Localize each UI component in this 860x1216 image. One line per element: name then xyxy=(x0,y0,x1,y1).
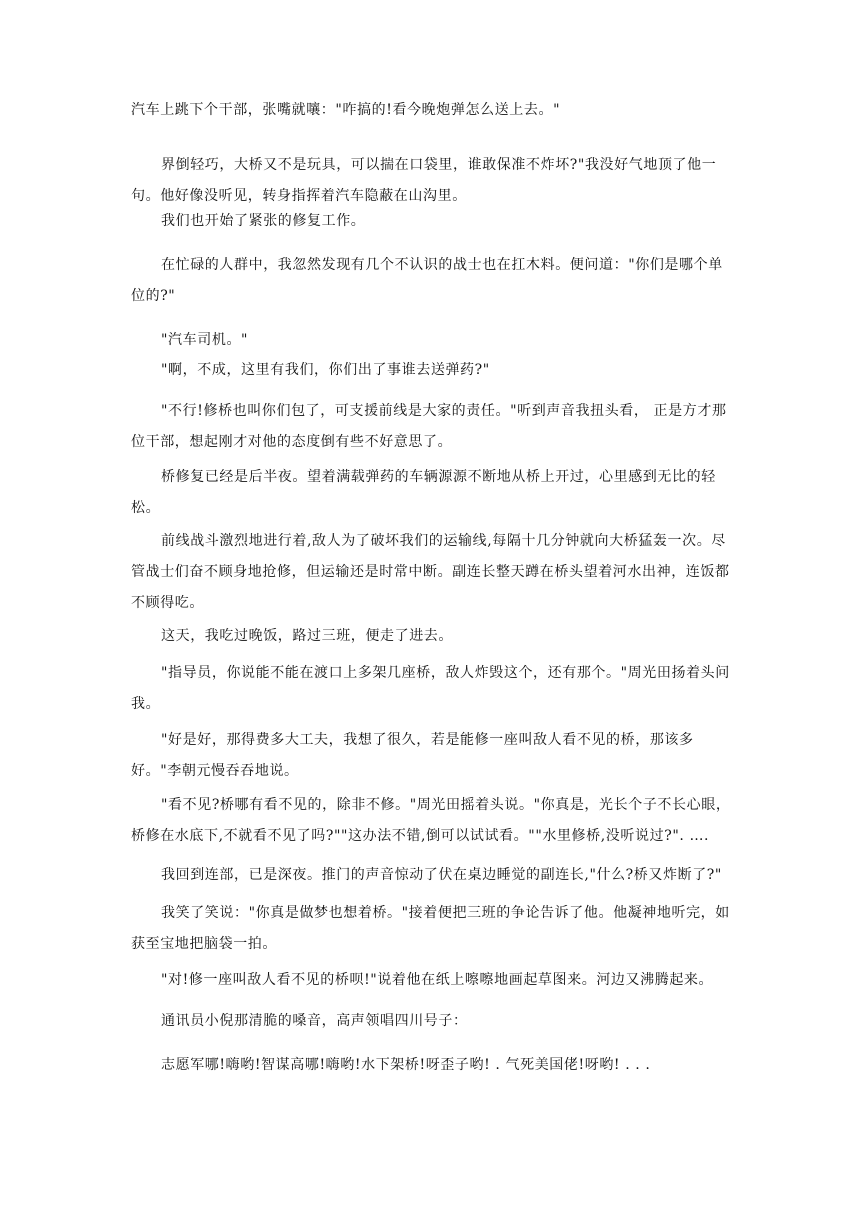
paragraph: "指导员，你说能不能在渡口上多架几座桥，敌人炸毁这个，还有那个。"周光田扬着头问我。 xyxy=(131,665,730,712)
paragraph: 界倒轻巧，大桥又不是玩具，可以揣在口袋里，谁敢保准不炸坏?"我没好气地顶了他一句。他好像没听见，转身指挥着汽车隐蔽在山沟里。 xyxy=(131,157,717,204)
paragraph: "汽车司机。" xyxy=(161,332,249,348)
paragraph: 通讯员小倪那清脆的嗓音，高声领唱四川号子： xyxy=(161,1013,468,1029)
paragraph: 汽车上跳下个干部，张嘴就嚷："咋搞的!看今晚炮弹怎么送上去。" xyxy=(131,102,561,118)
paragraph: "不行!修桥也叫你们包了，可支援前线是大家的责任。"听到声音我扭头看， 正是方才那位干部，想起刚才对他的态度倒有些不好意思了。 xyxy=(131,403,727,450)
paragraph: 这天，我吃过晚饭，路过三班，便走了进去。 xyxy=(161,628,453,644)
paragraph: 志愿军哪!嗨哟!智谋高哪!嗨哟!水下架桥!呀歪子哟! . 气死美国佬!呀哟! . . . xyxy=(161,1057,651,1073)
paragraph: 我回到连部，已是深夜。推门的声音惊动了伏在桌边睡觉的副连长,"什么?桥又炸断了?" xyxy=(161,867,722,883)
paragraph: "好是好，那得费多大工夫，我想了很久，若是能修一座叫敌人看不见的桥，那该多好。"李朝元慢吞吞地说。 xyxy=(131,732,694,779)
paragraph: 我们也开始了紧张的修复工作。 xyxy=(161,213,366,229)
paragraph: 前线战斗激烈地进行着,敌人为了破坏我们的运输线,每隔十几分钟就向大桥猛轰一次。尽管战士们奋不顾身地抢修，但运输还是时常中断。副连长整天蹲在桥头望着河水出神，连饭都不顾得吃。 xyxy=(131,533,730,611)
paragraph: 在忙碌的人群中，我忽然发现有几个不认识的战士也在扛木料。便问道："你们是哪个单位的?" xyxy=(131,257,723,304)
paragraph: "看不见?桥哪有看不见的，除非不修。"周光田摇着头说。"你真是，光长个子不长心眼，桥修在水底下,不就看不见了吗?""这办法不错,倒可以试试看。""水里修桥,没听说过?". …. xyxy=(131,797,731,844)
paragraph: 我笑了笑说："你真是做梦也想着桥。"接着便把三班的争论告诉了他。他凝神地听完，如获至宝地把脑袋一拍。 xyxy=(131,905,730,952)
paragraph: "啊，不成，这里有我们，你们出了事谁去送弹药?" xyxy=(161,362,490,378)
paragraph: "对!修一座叫敌人看不见的桥呗!"说着他在纸上嚓嚓地画起草图来。河边又沸腾起来。 xyxy=(161,972,714,988)
paragraph: 桥修复已经是后半夜。望着满载弹药的车辆源源不断地从桥上开过，心里感到无比的轻松。 xyxy=(131,469,716,516)
